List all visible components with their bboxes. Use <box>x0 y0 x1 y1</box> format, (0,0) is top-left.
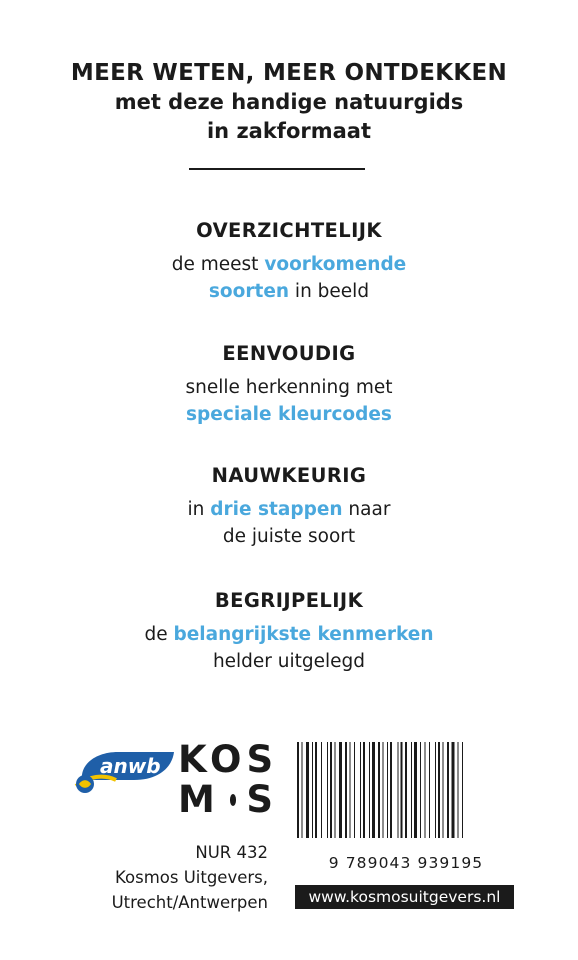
barcode-bar <box>330 742 332 838</box>
nur-code: NUR 432 <box>195 843 268 862</box>
barcode-bar <box>401 742 403 838</box>
barcode-bar <box>372 742 375 838</box>
feature-title: BEGRIJPELIJK <box>214 589 364 612</box>
barcode-bar <box>350 742 351 838</box>
isbn-number: 9 789043 939195 <box>328 854 484 872</box>
feature-title: NAUWKEURIG <box>211 464 367 487</box>
barcode-bar <box>429 742 430 838</box>
feature-overzichtelijk <box>0 218 578 305</box>
barcode-bar <box>435 742 436 838</box>
logo-dot <box>230 794 237 806</box>
svg-text:anwb: anwb <box>100 754 161 778</box>
feature-description: in drie stappen naar de juiste soort <box>187 499 391 547</box>
barcode-bar <box>312 742 313 838</box>
feature-title: OVERZICHTELIJK <box>196 219 382 242</box>
barcode-bar <box>369 742 370 838</box>
barcode-bar <box>411 742 412 838</box>
barcode-bar <box>425 742 426 838</box>
publisher-city: Utrecht/Antwerpen <box>111 893 268 912</box>
kosmos-logo: KOS M S <box>178 738 279 821</box>
barcode-bar <box>452 742 455 838</box>
barcode-bar <box>335 742 336 838</box>
barcode-bar <box>443 742 444 838</box>
barcode-bar <box>360 742 361 838</box>
barcode-bar <box>378 742 380 838</box>
barcode-bar <box>345 742 347 838</box>
publisher-name: Kosmos Uitgevers, <box>115 868 268 887</box>
barcode-bar <box>327 742 328 838</box>
barcode-bar <box>302 742 303 838</box>
barcode-bar <box>458 742 459 838</box>
barcode-bar <box>462 742 463 838</box>
anwb-logo <box>74 746 178 794</box>
barcode-bar <box>363 742 365 838</box>
barcode-bar <box>383 742 384 838</box>
barcode-bar <box>297 742 299 838</box>
barcode-bar <box>398 742 399 838</box>
barcode-bar <box>447 742 449 838</box>
feature-begrijpelijk <box>0 588 578 675</box>
barcode-bar <box>306 742 309 838</box>
subtitle-line-2: in zakformaat <box>206 119 371 143</box>
publisher-info <box>112 840 268 915</box>
feature-description: snelle herkenning met speciale kleurcodes <box>185 377 393 425</box>
barcode-bar <box>420 742 421 838</box>
barcode-bar <box>438 742 440 838</box>
feature-description: de belangrijkste kenmerken helder uitgelegd <box>144 624 434 672</box>
isbn-barcode <box>297 742 513 838</box>
publisher-url: www.kosmosuitgevers.nl <box>295 885 514 909</box>
barcode-bar <box>390 742 392 838</box>
feature-title: EENVOUDIG <box>222 342 356 365</box>
barcode-bar <box>354 742 355 838</box>
barcode-bar <box>321 742 322 838</box>
header <box>0 58 578 146</box>
subtitle-line-1: met deze handige natuurgids <box>114 90 464 114</box>
barcode-bar <box>414 742 417 838</box>
barcode-bar <box>387 742 388 838</box>
feature-eenvoudig <box>0 341 578 428</box>
barcode-bar <box>315 742 317 838</box>
barcode-bar <box>405 742 407 838</box>
page-title: MEER WETEN, MEER ONTDEKKEN <box>70 60 508 86</box>
feature-nauwkeurig <box>0 463 578 550</box>
header-divider <box>189 168 365 170</box>
barcode-bar <box>339 742 342 838</box>
feature-description: de meest voorkomende soorten in beeld <box>171 254 407 302</box>
